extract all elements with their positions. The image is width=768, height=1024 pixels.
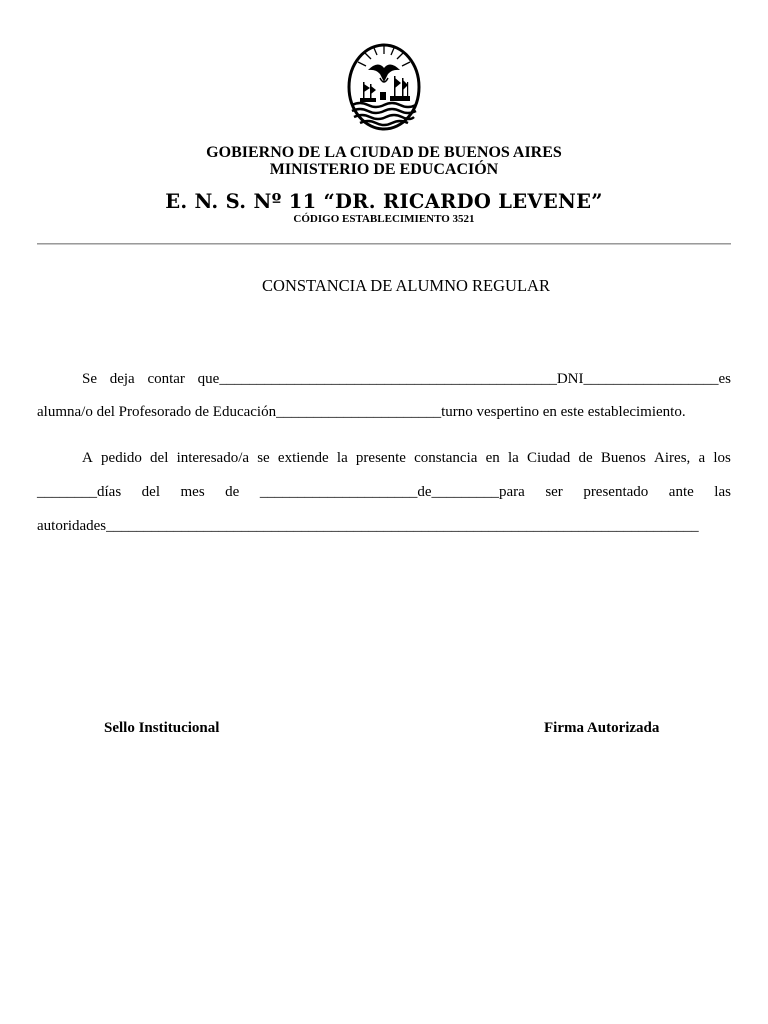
document-title: CONSTANCIA DE ALUMNO REGULAR <box>262 276 550 295</box>
institutional-seal-label: Sello Institucional <box>104 720 220 736</box>
body-line-1: Se deja contar que_____________________________________________DNI__________________es <box>82 371 731 387</box>
authorized-signature-label: Firma Autorizada <box>544 720 660 736</box>
school-name: E. N. S. Nº 11 “DR. RICARDO LEVENE” <box>165 190 603 213</box>
body-line-2: alumna/o del Profesorado de Educación______________________turno vespertino en este establecimiento. <box>37 404 686 420</box>
government-heading: GOBIERNO DE LA CIUDAD DE BUENOS AIRES <box>206 144 562 161</box>
establishment-code: CÓDIGO ESTABLECIMIENTO 3521 <box>293 213 475 225</box>
header-divider <box>37 243 731 245</box>
ministry-heading: MINISTERIO DE EDUCACIÓN <box>269 161 499 178</box>
body-line-3: A pedido del interesado/a se extiende la presente constancia en la Ciudad de Buenos Aires, a los <box>82 450 731 466</box>
body-line-4: ________días del mes de _____________________de_________para ser presentado ante las <box>37 484 731 500</box>
body-line-5: autoridades_______________________________________________________________________________ <box>37 518 699 534</box>
city-coat-of-arms-icon <box>346 42 422 132</box>
